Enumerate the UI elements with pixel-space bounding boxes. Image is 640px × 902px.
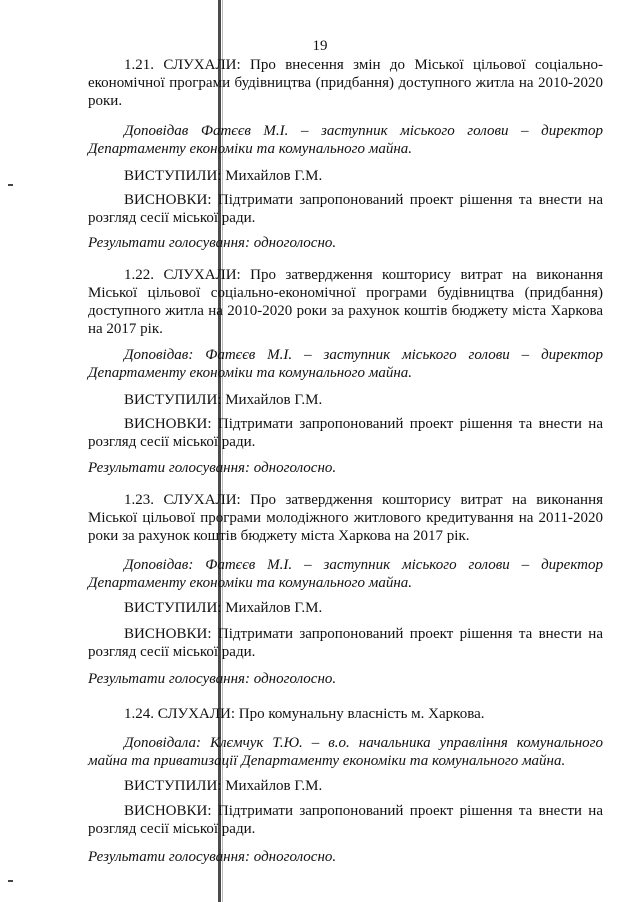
item-1-22-heard: 1.22. СЛУХАЛИ: Про затвердження кошторису витрат на виконання Міської цільової соціально-економічної програми будівництва (придбання) доступного житла на 2010-2020 роки за рахунок коштів бюджету міста Харкова на 2017 рік. <box>88 267 603 337</box>
item-1-24-vote: Результати голосування: одноголосно. <box>88 849 337 865</box>
item-1-22-reporter: Доповідав: Фатєєв М.І. – заступник міського голови – директор Департаменту економіки та комунального майна. <box>88 347 603 381</box>
item-1-23-heard: 1.23. СЛУХАЛИ: Про затвердження кошторису витрат на виконання Міської цільової програми молодіжного житлового кредитування на 2011-2020 роки за рахунок коштів бюджету міста Харкова на 2017 рік. <box>88 492 603 544</box>
item-1-21-reporter: Доповідав Фатєєв М.І. – заступник міського голови – директор Департаменту економіки та комунального майна. <box>88 123 603 157</box>
item-1-23-conclusions: ВИСНОВКИ: Підтримати запропонований проект рішення та внести на розгляд сесії міської ради. <box>88 626 603 660</box>
item-1-21-heard: 1.21. СЛУХАЛИ: Про внесення змін до Міської цільової соціально-економічної програми будівництва (придбання) доступного житла на 2010-2020 роки. <box>88 57 603 109</box>
item-1-21-conclusions: ВИСНОВКИ: Підтримати запропонований проект рішення та внести на розгляд сесії міської ради. <box>88 192 603 226</box>
item-1-24-spoke: ВИСТУПИЛИ: Михайлов Г.М. <box>124 778 323 794</box>
item-1-24-reporter: Доповідала: Клємчук Т.Ю. – в.о. начальника управління комунального майна та приватизації Департаменту економіки та комунального майна. <box>88 735 603 769</box>
item-1-21-spoke: ВИСТУПИЛИ: Михайлов Г.М. <box>124 168 323 184</box>
item-1-23-vote: Результати голосування: одноголосно. <box>88 671 337 687</box>
margin-mark <box>8 880 13 882</box>
item-1-24-conclusions: ВИСНОВКИ: Підтримати запропонований проект рішення та внести на розгляд сесії міської ради. <box>88 803 603 837</box>
margin-mark <box>8 184 13 186</box>
item-1-23-spoke: ВИСТУПИЛИ: Михайлов Г.М. <box>124 600 323 616</box>
item-1-24-heard: 1.24. СЛУХАЛИ: Про комунальну власність м. Харкова. <box>124 706 485 722</box>
item-1-23-reporter: Доповідав: Фатєєв М.І. – заступник міського голови – директор Департаменту економіки та комунального майна. <box>88 557 603 591</box>
page-number: 19 <box>312 38 328 54</box>
item-1-21-vote: Результати голосування: одноголосно. <box>88 235 337 251</box>
item-1-22-conclusions: ВИСНОВКИ: Підтримати запропонований проект рішення та внести на розгляд сесії міської ради. <box>88 416 603 450</box>
item-1-22-vote: Результати голосування: одноголосно. <box>88 460 337 476</box>
item-1-22-spoke: ВИСТУПИЛИ: Михайлов Г.М. <box>124 392 323 408</box>
